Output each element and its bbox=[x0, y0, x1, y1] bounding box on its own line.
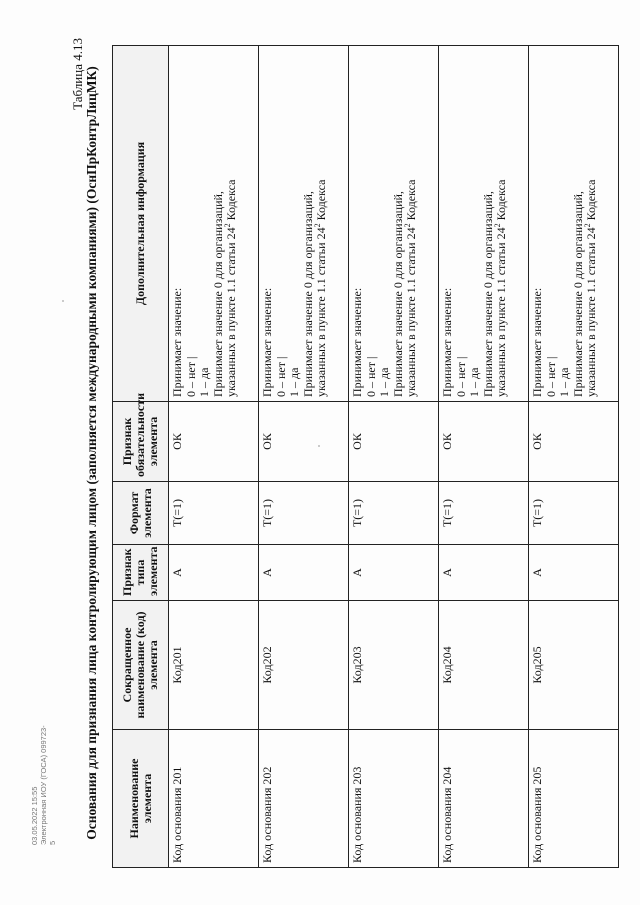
info-text: Кодекса bbox=[584, 179, 598, 224]
row-format: T(=1) bbox=[349, 482, 439, 545]
stamp-line: 03.05.2022 15:55 bbox=[30, 786, 39, 845]
info-line: 0 – нет | bbox=[183, 356, 198, 397]
info-text: Кодекса bbox=[404, 179, 418, 224]
info-text: Кодекса bbox=[494, 179, 508, 224]
info-line: 0 – нет | bbox=[273, 356, 288, 397]
row-additional-info bbox=[349, 46, 439, 402]
info-text: указанных в пункте 1.1 статьи 24 bbox=[404, 227, 418, 397]
header-element-name: Наименование элемента bbox=[113, 730, 169, 868]
row-additional-info bbox=[169, 46, 259, 402]
info-line bbox=[315, 50, 329, 397]
info-line: Принимает значение 0 для организаций, bbox=[570, 191, 585, 397]
row-element-name: Код основания 203 bbox=[349, 730, 439, 868]
row-type: А bbox=[349, 545, 439, 601]
row-required: ОК bbox=[259, 402, 349, 482]
row-required: ОК bbox=[439, 402, 529, 482]
info-line: Принимает значение 0 для организаций, bbox=[300, 191, 315, 397]
table-row bbox=[439, 46, 529, 868]
registration-stamp bbox=[30, 725, 57, 845]
header-short-name: Сокращенное наименование (код) элемента bbox=[113, 601, 169, 730]
stamp-line: Электронная ИОУ (ГОСА) 099723-5 bbox=[39, 725, 57, 845]
row-format: T(=1) bbox=[529, 482, 619, 545]
row-format: T(=1) bbox=[169, 482, 259, 545]
info-line bbox=[495, 50, 509, 397]
info-superscript: 2 bbox=[313, 223, 322, 228]
info-line: 0 – нет | bbox=[363, 356, 378, 397]
info-line: Принимает значение: bbox=[170, 287, 184, 397]
info-line bbox=[225, 50, 239, 397]
info-line: Принимает значение: bbox=[440, 287, 454, 397]
rotated-content bbox=[70, 38, 618, 868]
info-line: Принимает значение 0 для организаций, bbox=[480, 191, 495, 397]
table-header-row bbox=[113, 46, 169, 868]
info-line bbox=[585, 50, 599, 397]
row-short-name: Код203 bbox=[349, 601, 439, 730]
info-line: Принимает значение: bbox=[530, 287, 544, 397]
row-type: А bbox=[439, 545, 529, 601]
info-superscript: 2 bbox=[583, 223, 592, 228]
row-type: А bbox=[259, 545, 349, 601]
info-line: Принимает значение: bbox=[260, 287, 274, 397]
header-type: Признак типа элемента bbox=[113, 545, 169, 601]
row-additional-info bbox=[259, 46, 349, 402]
info-text: указанных в пункте 1.1 статьи 24 bbox=[584, 227, 598, 397]
table-number: Таблица 4.13 bbox=[70, 38, 85, 110]
header-required: Признак обязательности элемента bbox=[113, 402, 169, 482]
table-row bbox=[169, 46, 259, 868]
info-text: указанных в пункте 1.1 статьи 24 bbox=[494, 227, 508, 397]
row-element-name: Код основания 204 bbox=[439, 730, 529, 868]
info-line: Принимает значение: bbox=[350, 287, 364, 397]
row-short-name: Код201 bbox=[169, 601, 259, 730]
row-required: ОК bbox=[529, 402, 619, 482]
table-row bbox=[529, 46, 619, 868]
info-superscript: 2 bbox=[493, 223, 502, 228]
info-line: 1 – да bbox=[467, 367, 481, 397]
row-short-name: Код204 bbox=[439, 601, 529, 730]
row-type: А bbox=[169, 545, 259, 601]
elements-table bbox=[112, 45, 619, 868]
header-format: Формат элемента bbox=[113, 482, 169, 545]
row-additional-info bbox=[529, 46, 619, 402]
row-element-name: Код основания 202 bbox=[259, 730, 349, 868]
info-line: 1 – да bbox=[197, 367, 211, 397]
row-element-name: Код основания 201 bbox=[169, 730, 259, 868]
row-type: А bbox=[529, 545, 619, 601]
table-row bbox=[259, 46, 349, 868]
table-row bbox=[349, 46, 439, 868]
scan-speck bbox=[318, 445, 320, 447]
info-line: 1 – да bbox=[377, 367, 391, 397]
info-superscript: 2 bbox=[223, 223, 232, 228]
row-additional-info bbox=[439, 46, 529, 402]
info-text: Кодекса bbox=[314, 179, 328, 224]
header-additional-info: Дополнительная информация bbox=[113, 46, 169, 402]
info-text: указанных в пункте 1.1 статьи 24 bbox=[224, 227, 238, 397]
info-text: указанных в пункте 1.1 статьи 24 bbox=[314, 227, 328, 397]
info-line: 1 – да bbox=[287, 367, 301, 397]
info-line: 0 – нет | bbox=[543, 356, 558, 397]
row-required: ОК bbox=[349, 402, 439, 482]
info-line: 1 – да bbox=[557, 367, 571, 397]
row-required: ОК bbox=[169, 402, 259, 482]
info-text: Кодекса bbox=[224, 179, 238, 224]
info-line: 0 – нет | bbox=[453, 356, 468, 397]
row-format: T(=1) bbox=[439, 482, 529, 545]
info-line: Принимает значение 0 для организаций, bbox=[390, 191, 405, 397]
info-superscript: 2 bbox=[403, 223, 412, 228]
table-caption: Основания для признания лица контролирующим лицом (заполняется международными компаниями) (ОснПрКонтрЛицМК) bbox=[84, 66, 99, 840]
info-line bbox=[405, 50, 419, 397]
row-element-name: Код основания 205 bbox=[529, 730, 619, 868]
row-format: T(=1) bbox=[259, 482, 349, 545]
row-short-name: Код202 bbox=[259, 601, 349, 730]
scan-speck bbox=[62, 300, 64, 302]
row-short-name: Код205 bbox=[529, 601, 619, 730]
info-line: Принимает значение 0 для организаций, bbox=[210, 191, 225, 397]
